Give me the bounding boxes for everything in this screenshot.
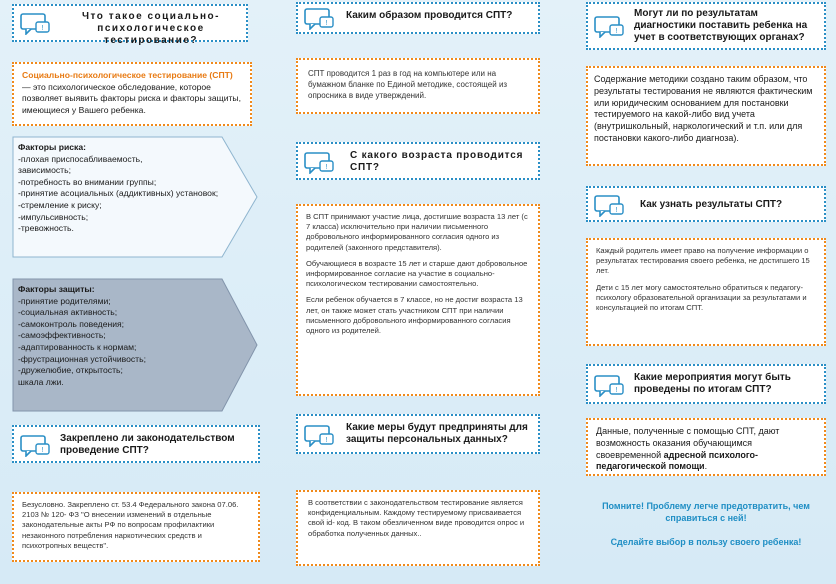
how-box	[296, 58, 540, 114]
events-box	[586, 418, 826, 476]
law-box	[12, 492, 260, 562]
protect-item: -социальная активность;	[18, 307, 118, 318]
protect-factors-title: Факторы защиты:	[18, 284, 95, 294]
protect-item: -фрустрационная устойчивость;	[18, 353, 146, 364]
svg-text:!: !	[615, 28, 618, 35]
age-paragraph-3: Если ребенок обучается в 7 классе, но не достиг возраста 13 лет, он также может стать участником СПТ при наличии письменного добровольного информированного согласия одного из родителей.	[306, 295, 523, 336]
svg-text:!: !	[325, 437, 328, 444]
what-is-spt-header	[12, 4, 248, 46]
risk-factors-title: Факторы риска:	[18, 142, 86, 152]
chat-bubble-icon	[594, 195, 624, 217]
privacy-header	[296, 414, 540, 454]
results-header	[586, 186, 826, 222]
results-box	[586, 238, 826, 346]
protect-item: шкала лжи.	[18, 376, 64, 387]
diagnosis-header	[586, 2, 826, 50]
svg-text:!: !	[325, 20, 328, 27]
chat-bubble-icon	[20, 13, 50, 35]
chat-bubble-icon	[20, 435, 50, 457]
law-text: Безусловно. Закреплено ст. 53.4 Федерального закона 07.06. 2103 № 120- ФЗ "О внесении изменений в отдельные законодательные акты РФ по вопросам профилактики незаконного потребления наркотических средств и психотропных веществ".	[22, 500, 239, 550]
what-is-spt-title: Что такое социально-психологическое тестирование?	[82, 11, 220, 46]
events-text-end: .	[704, 461, 708, 472]
age-box	[296, 204, 540, 396]
privacy-box	[296, 490, 540, 566]
chat-bubble-icon	[304, 425, 334, 447]
risk-item: зависимость;	[18, 165, 71, 176]
risk-item: -принятие асоциальных (аддиктивных) установок;	[18, 188, 219, 199]
definition-box	[12, 62, 252, 126]
results-paragraph-2: Дети с 15 лет могу самостоятельно обратиться к педагогу-психологу образовательной организации за результатами и консультацией по итогам СПТ.	[596, 282, 807, 313]
results-title: Как узнать результаты СПТ?	[640, 199, 783, 210]
age-header	[296, 142, 540, 180]
risk-item: -импульсивность;	[18, 211, 89, 222]
privacy-text: В соответствии с законодательством тестирование является конфиденциальным. Каждому тестируемому присваивается свой id- код. В таком обезличенном виде проводится опрос и обработка полученных данных..	[308, 498, 525, 538]
svg-text:!: !	[41, 25, 44, 32]
diagnosis-text: Содержание методики создано таким образом, что результаты тестирования не являются фактическим или юридическим основанием для постановки тестируемого на какой-либо вид учета (внутришкольный, наркологический и т.п. или для постановки какого-либо диагноза).	[594, 74, 813, 143]
risk-item: -тревожность.	[18, 223, 74, 234]
chat-bubble-icon	[304, 152, 334, 174]
protect-item: -самоконтроль поведения;	[18, 318, 125, 329]
risk-item: -плохая приспосабливаемость,	[18, 153, 143, 164]
definition-title: Социально-психологическое тестирование (СПТ)	[22, 70, 233, 80]
age-paragraph-1: В СПТ принимают участие лица, достигшие возраста 13 лет (с 7 класса) исключительно при наличии письменного добровольного информированного согласия одного из родителей (законного представителя).	[306, 212, 528, 252]
risk-item: -потребность во внимании группы;	[18, 176, 157, 187]
svg-text:!: !	[615, 387, 618, 394]
risk-item: -стремление к риску;	[18, 199, 102, 210]
protect-factors-list	[18, 284, 248, 388]
events-text-bold: адресной психолого-педагогической помощи	[596, 449, 758, 472]
how-header	[296, 2, 540, 34]
diagnosis-box	[586, 66, 826, 166]
how-text: СПТ проводится 1 раз в год на компьютере или на бумажном бланке по Единой методике, состоящей из опросника в виде утверждений.	[308, 69, 508, 100]
results-paragraph-1: Каждый родитель имеет право на получение информации о результатах тестирования своего ребенка, не достигшего 15 лет.	[596, 246, 810, 276]
events-title: Какие мероприятия могут быть проведены по итогам СПТ?	[634, 372, 791, 395]
privacy-title: Какие меры будут предприняты для защиты персональных данных?	[346, 422, 528, 445]
slogan-prevent: Помните! Проблему легче предотвратить, чем справиться с ней!	[602, 501, 810, 523]
diagnosis-title: Могут ли по результатам диагностики поставить ребенка на учет в соответствующих органах?	[634, 8, 808, 43]
how-title: Каким образом проводится СПТ?	[346, 10, 513, 21]
risk-factors-list	[18, 142, 248, 235]
definition-text: — это психологическое обследование, которое позволяет выявить факторы риска и факторы защиты, имеющиеся у Вашего ребенка.	[22, 81, 241, 115]
protect-item: -адаптированность к нормам;	[18, 341, 137, 352]
protect-item: -дружелюбие, открытость;	[18, 365, 123, 376]
age-paragraph-2: Обучающиеся в возрасте 15 лет и старше дают добровольное информированное согласие на участие в социально-психологическом тестировании самостоятельно.	[306, 258, 528, 289]
svg-text:!: !	[41, 447, 44, 454]
protect-item: -принятие родителями;	[18, 295, 111, 306]
chat-bubble-icon	[304, 8, 334, 30]
chat-bubble-icon	[594, 375, 624, 397]
svg-text:!: !	[325, 164, 328, 171]
chat-bubble-icon	[594, 16, 624, 38]
law-header	[12, 425, 260, 463]
protect-item: -самоэффективность;	[18, 330, 106, 341]
law-title: Закреплено ли законодательством проведение СПТ?	[60, 433, 235, 456]
slogan-choice: Сделайте выбор в пользу своего ребенка!	[610, 537, 802, 547]
svg-text:!: !	[615, 207, 618, 214]
events-text: Данные, полученные с помощью СПТ, дают возможность оказания обучающимся своевременной	[596, 426, 780, 460]
events-header	[586, 364, 826, 404]
age-title: С какого возраста проводится СПТ?	[350, 150, 524, 173]
